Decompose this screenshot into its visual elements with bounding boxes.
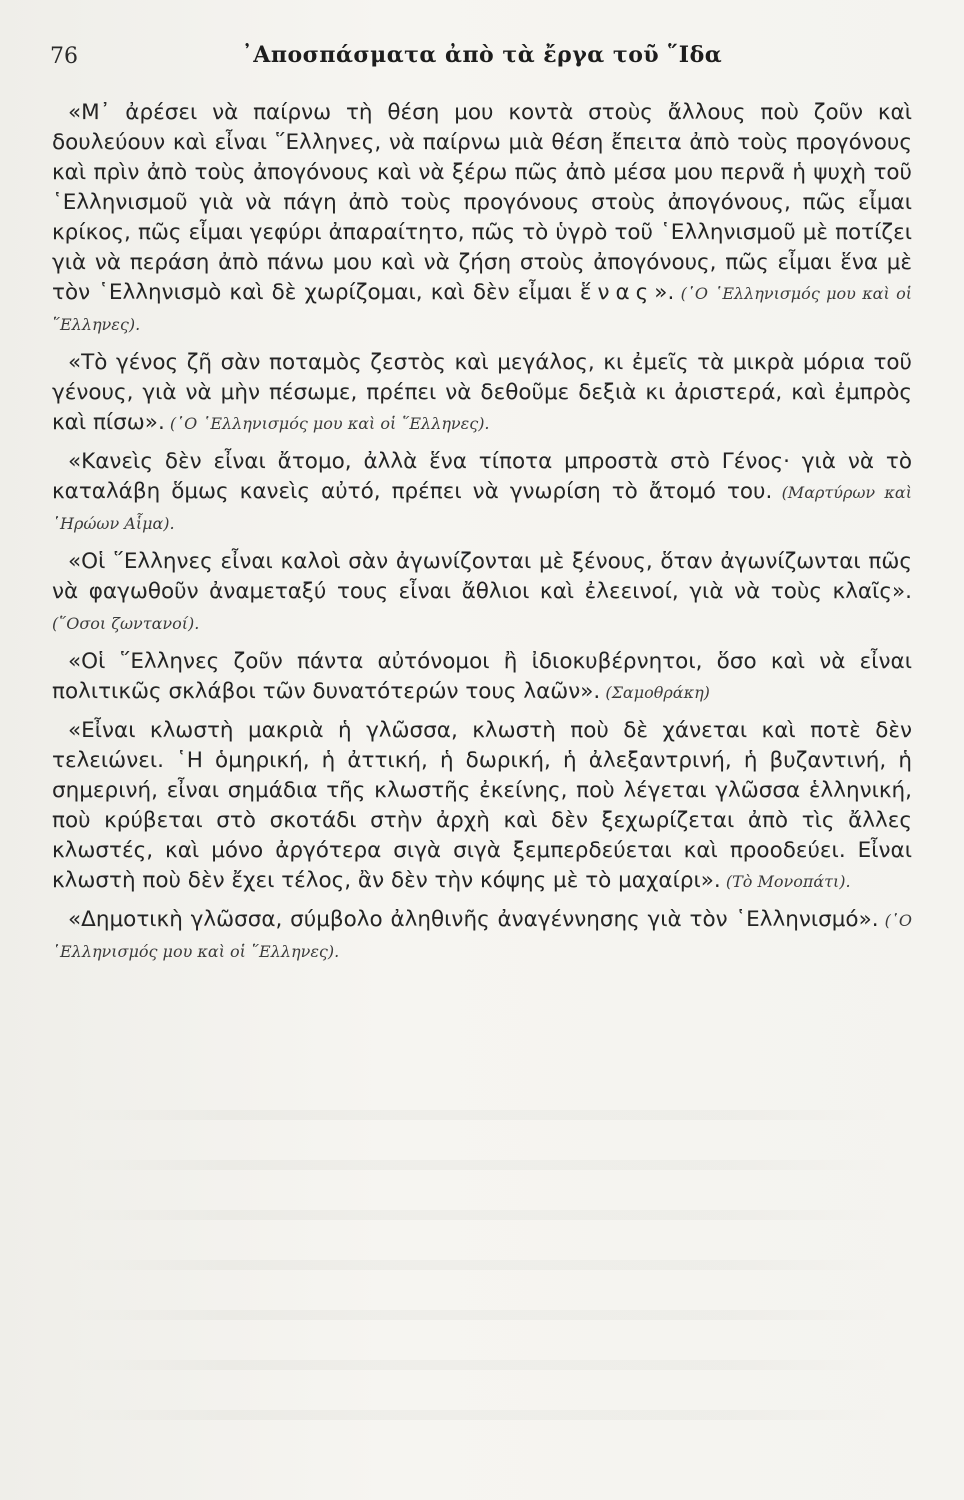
quote-text: «Δημοτικὴ γλῶσσα, σύμβολο ἀληθινῆς ἀναγέννησης γιὰ τὸν ῾Ελληνισμό». — [68, 907, 879, 932]
page-number: 76 — [50, 44, 78, 69]
quote-text: «Κανεὶς δὲν εἶναι ἄτομο, ἀλλὰ ἕνα τίποτα μπροστὰ στὸ Γένος· γιὰ νὰ τὸ καταλάβη ὅμως κανεὶς αὐτό, πρέπει νὰ γνωρίση τὸ ἄτομό του. — [52, 449, 912, 504]
source-citation: (῾Ο ῾Ελληνισμός μου καὶ οἱ ῞Ελληνες). — [164, 414, 490, 433]
source-citation: (Μαρτύρων καὶ ῾Ηρώων Αἷμα). — [52, 483, 912, 533]
spaced-word: ἕνας — [579, 280, 655, 305]
bleed-through-mark — [60, 1410, 900, 1420]
quote-paragraph — [52, 547, 912, 639]
source-citation: (Σαμοθράκη) — [600, 683, 710, 702]
quote-paragraph — [52, 716, 912, 897]
quote-paragraph — [52, 348, 912, 439]
source-citation: (῞Οσοι ζωντανοί). — [52, 614, 200, 633]
quote-closing: ». — [654, 280, 675, 305]
source-citation: (῾Ο ῾Ελληνισμός μου καὶ οἱ ῞Ελληνες). — [52, 284, 912, 334]
running-title: ᾿Αποσπάσματα ἀπὸ τὰ ἔργα τοῦ ῞Ιδα — [241, 42, 723, 68]
quote-paragraph — [52, 647, 912, 708]
quote-text: «Οἱ ῞Ελληνες ζοῦν πάντα αὐτόνομοι ἢ ἰδιοκυβέρνητοι, ὅσο καὶ νὰ εἶναι πολιτικῶς σκλάβοι τῶν δυνατότερών τους λαῶν». — [52, 649, 912, 704]
source-citation: (῾Ο ῾Ελληνισμός μου καὶ οἱ ῞Ελληνες). — [52, 911, 912, 961]
quote-text: «Εἶναι κλωστὴ μακριὰ ἡ γλῶσσα, κλωστὴ ποὺ δὲ χάνεται καὶ ποτὲ δὲν τελειώνει. ῾Η ὁμηρική, ἡ ἀττική, ἡ δωρική, ἡ ἀλεξαντρινή, ἡ βυζαντινή, ἡ σημερινή, εἶναι σημάδια τῆς κλωστῆς ἐκείνης, ποὺ λέγεται γλῶσσα ἑλληνική, ποὺ κρύβεται στὸ σκοτάδι στὴν ἀρχὴ καὶ δὲν ξεχωρίζεται ἀπὸ τὶς ἄλλες κλωστές, καὶ μόνο ἀργότερα σιγὰ σιγὰ ξεμπερδεύεται καὶ προοδεύει. Εἶναι κλωστὴ ποὺ δὲν ἔχει τέλος, ἂν δὲν τὴν κόψης μὲ τὸ μαχαίρι». — [52, 718, 912, 893]
quote-paragraph — [52, 98, 912, 340]
bleed-through-mark — [60, 1260, 900, 1270]
quote-paragraph — [52, 905, 912, 967]
quote-text: «Μ᾿ ἀρέσει νὰ παίρνω τὴ θέση μου κοντὰ στοὺς ἄλλους ποὺ ζοῦν καὶ δουλεύουν καὶ εἶναι ῞Ελληνες, νὰ παίρνω μιὰ θέση ἔπειτα ἀπὸ τοὺς προγόνους καὶ πρὶν ἀπὸ τοὺς ἀπογόνους καὶ νὰ ξέρω πῶς ἀπὸ μέσα μου περνᾶ ἡ ψυχὴ τοῦ ῾Ελληνισμοῦ γιὰ νὰ πάγη ἀπὸ τοὺς προγόνους στοὺς ἀπογόνους, πῶς εἶμαι κρίκος, πῶς εἶμαι γεφύρι ἀπαραίτητο, πῶς τὸ ὑγρὸ τοῦ ῾Ελληνισμοῦ μὲ ποτίζει γιὰ νὰ περάση ἀπὸ πάνω μου καὶ νὰ ζήση στοὺς ἀπογόνους, πῶς εἶμαι ἕνα μὲ τὸν ῾Ελληνισμὸ καὶ δὲ χωρίζομαι, καὶ δὲν εἶμαι — [52, 100, 912, 305]
bleed-through-mark — [60, 1110, 900, 1120]
bleed-through-mark — [60, 1310, 900, 1320]
quote-text: «Τὸ γένος ζῆ σὰν ποταμὸς ζεστὸς καὶ μεγάλος, κι ἐμεῖς τὰ μικρὰ μόρια τοῦ γένους, γιὰ νὰ μὴν πέσωμε, πρέπει νὰ δεθοῦμε δεξιὰ κι ἀριστερά, καὶ ἐμπρὸς καὶ πίσω». — [52, 350, 912, 435]
page-header — [50, 40, 914, 80]
quote-text: «Οἱ ῞Ελληνες εἶναι καλοὶ σὰν ἀγωνίζονται μὲ ξένους, ὅταν ἀγωνίζωνται πῶς νὰ φαγωθοῦν ἀναμεταξύ τους εἶναι ἄθλιοι καὶ ἐλεεινοί, γιὰ νὰ τοὺς κλαῖς». — [52, 549, 912, 604]
quote-paragraph — [52, 447, 912, 539]
body-text — [52, 98, 912, 975]
bleed-through-mark — [60, 1160, 900, 1170]
bleed-through-mark — [60, 1210, 900, 1220]
bleed-through-mark — [60, 1360, 900, 1370]
source-citation: (Τὸ Μονοπάτι). — [720, 872, 851, 891]
